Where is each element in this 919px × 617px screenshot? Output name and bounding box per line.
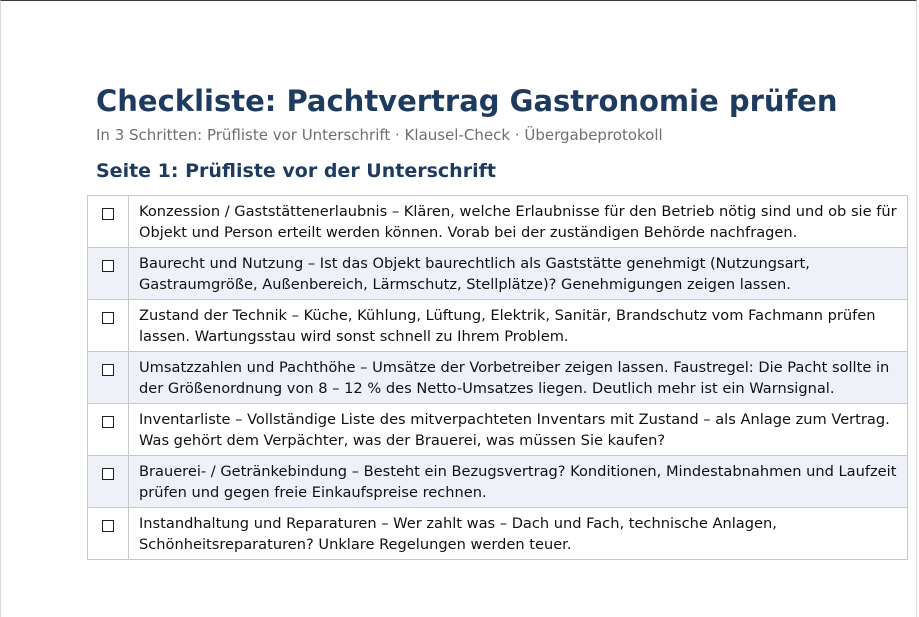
- checkbox-cell: [88, 300, 129, 352]
- checkbox[interactable]: [102, 416, 114, 428]
- checklist-row: [88, 404, 908, 456]
- checklist-item-text: Zustand der Technik – Küche, Kühlung, Lüftung, Elektrik, Sanitär, Brandschutz vom Fachmann prüfen lassen. Wartungsstau wird sonst schnell zu Ihrem Problem.: [129, 300, 908, 352]
- checkbox[interactable]: [102, 520, 114, 532]
- checkbox-cell: [88, 248, 129, 300]
- checklist-table: [87, 195, 908, 560]
- checklist-item-text: Umsatzzahlen und Pachthöhe – Umsätze der Vorbetreiber zeigen lassen. Faustregel: Die Pacht sollte in der Größenordnung von 8 – 12 % des Netto-Umsatzes liegen. Deutlich mehr ist ein Warnsignal.: [129, 352, 908, 404]
- checkbox-cell: [88, 352, 129, 404]
- checklist-item-text: Konzession / Gaststättenerlaubnis – Klären, welche Erlaubnisse für den Betrieb nötig sind und ob sie für Objekt und Person erteilt werden können. Vorab bei der zuständigen Behörde nachfragen.: [129, 196, 908, 248]
- checklist-item-text: Instandhaltung und Reparaturen – Wer zahlt was – Dach und Fach, technische Anlagen, Schönheitsreparaturen? Unklare Regelungen werden teuer.: [129, 508, 908, 560]
- section-heading: Seite 1: Prüfliste vor der Unterschrift: [96, 160, 496, 182]
- checklist-row: [88, 248, 908, 300]
- checklist-row: [88, 508, 908, 560]
- checklist-item-text: Inventarliste – Vollständige Liste des mitverpachteten Inventars mit Zustand – als Anlage zum Vertrag. Was gehört dem Verpächter, was der Brauerei, was müssen Sie kaufen?: [129, 404, 908, 456]
- checklist-item-text: Brauerei- / Getränkebindung – Besteht ein Bezugsvertrag? Konditionen, Mindestabnahmen und Laufzeit prüfen und gegen freie Einkaufspreise rechnen.: [129, 456, 908, 508]
- checkbox[interactable]: [102, 260, 114, 272]
- checklist-row: [88, 300, 908, 352]
- checkbox[interactable]: [102, 312, 114, 324]
- checkbox-cell: [88, 508, 129, 560]
- checkbox-cell: [88, 404, 129, 456]
- page-title: Checkliste: Pachtvertrag Gastronomie prüfen: [96, 84, 838, 118]
- checkbox[interactable]: [102, 208, 114, 220]
- checkbox-cell: [88, 456, 129, 508]
- checklist-row: [88, 196, 908, 248]
- checkbox[interactable]: [102, 364, 114, 376]
- checklist-item-text: Baurecht und Nutzung – Ist das Objekt baurechtlich als Gaststätte genehmigt (Nutzungsart, Gastraumgröße, Außenbereich, Lärmschutz, Stellplätze)? Genehmigungen zeigen lassen.: [129, 248, 908, 300]
- page-subtitle: In 3 Schritten: Prüfliste vor Unterschrift · Klausel-Check · Übergabeprotokoll: [96, 126, 663, 144]
- checklist-row: [88, 456, 908, 508]
- checklist-row: [88, 352, 908, 404]
- checkbox-cell: [88, 196, 129, 248]
- checkbox[interactable]: [102, 468, 114, 480]
